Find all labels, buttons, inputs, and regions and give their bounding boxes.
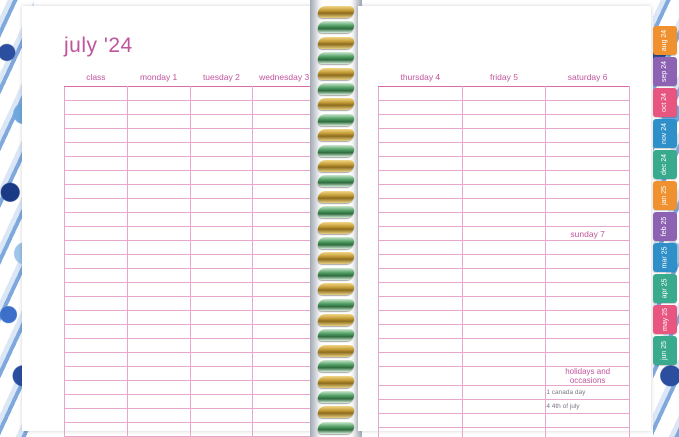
planner-cell[interactable] <box>65 339 128 353</box>
coil-ring <box>317 299 356 311</box>
planner-cell[interactable] <box>546 129 630 143</box>
planner-cell[interactable] <box>65 115 128 129</box>
planner-cell[interactable] <box>462 325 546 339</box>
table-row[interactable] <box>65 283 316 297</box>
planner-cell[interactable] <box>65 199 128 213</box>
planner-cell[interactable] <box>127 227 190 241</box>
column-header-left-3: wednesday 3 <box>259 72 310 82</box>
planner-cell[interactable] <box>127 115 190 129</box>
planner-cell[interactable] <box>127 339 190 353</box>
planner-cell[interactable] <box>462 199 546 213</box>
coil-ring <box>317 345 356 357</box>
coil-ring <box>317 6 356 18</box>
planner-cell[interactable] <box>253 129 316 143</box>
planner-cell[interactable] <box>546 428 630 437</box>
planner-cell[interactable] <box>190 101 253 115</box>
coil-ring <box>317 237 356 249</box>
table-row[interactable] <box>379 353 630 367</box>
table-row[interactable] <box>65 311 316 325</box>
planner-cell[interactable] <box>65 423 128 437</box>
planner-cell[interactable] <box>190 423 253 437</box>
coil-ring <box>317 175 356 187</box>
planner-cell[interactable] <box>462 115 546 129</box>
planner-cell[interactable] <box>253 157 316 171</box>
planner-cell[interactable] <box>253 101 316 115</box>
planner-cell[interactable] <box>65 381 128 395</box>
planner-cell[interactable] <box>127 325 190 339</box>
planner-cell[interactable] <box>253 367 316 381</box>
planner-cell[interactable] <box>127 409 190 423</box>
planner-cell[interactable] <box>379 115 463 129</box>
coil-ring <box>317 314 356 326</box>
coil-ring <box>317 206 356 218</box>
planner-cell[interactable] <box>379 101 463 115</box>
planner-cell[interactable] <box>253 255 316 269</box>
table-row[interactable] <box>65 409 316 423</box>
planner-cell[interactable] <box>127 283 190 297</box>
table-row[interactable] <box>65 269 316 283</box>
holiday-item: 1 canada day <box>546 386 630 400</box>
planner-cell[interactable] <box>546 311 630 325</box>
planner-cell[interactable] <box>65 213 128 227</box>
table-row[interactable] <box>379 241 630 255</box>
planner-cell[interactable] <box>379 157 463 171</box>
table-row[interactable] <box>65 339 316 353</box>
holiday-item: 4 4th of july <box>546 400 630 414</box>
table-row[interactable] <box>65 255 316 269</box>
coil-ring <box>317 191 356 203</box>
planner-cell[interactable] <box>546 353 630 367</box>
planner-cell[interactable] <box>379 171 463 185</box>
planner-cell[interactable] <box>190 157 253 171</box>
planner-cell[interactable] <box>379 143 463 157</box>
planner-cell[interactable] <box>65 185 128 199</box>
planner-cell[interactable] <box>379 269 463 283</box>
planner-cell[interactable] <box>127 381 190 395</box>
table-row[interactable] <box>65 115 316 129</box>
planner-cell[interactable] <box>65 129 128 143</box>
planner-cell[interactable] <box>379 311 463 325</box>
planner-cell[interactable] <box>127 213 190 227</box>
month-tab-jun-25[interactable] <box>653 336 677 365</box>
planner-cell[interactable] <box>127 185 190 199</box>
planner-cell[interactable] <box>127 367 190 381</box>
coil-ring <box>317 114 356 126</box>
coil-ring <box>317 422 356 434</box>
planner-cell[interactable] <box>65 269 128 283</box>
planner-cell[interactable] <box>253 423 316 437</box>
column-header-left-0: class <box>86 72 106 82</box>
planner-cell[interactable] <box>462 241 546 255</box>
planner-cell[interactable] <box>462 255 546 269</box>
planner-cell[interactable] <box>127 157 190 171</box>
planner-cell[interactable] <box>462 283 546 297</box>
table-row[interactable] <box>65 297 316 311</box>
coil-ring <box>317 129 356 141</box>
planner-cell[interactable] <box>65 283 128 297</box>
planner-cell[interactable] <box>379 213 463 227</box>
planner-cell[interactable] <box>462 353 546 367</box>
table-row[interactable] <box>379 428 630 437</box>
planner-cell[interactable] <box>462 414 546 428</box>
month-tab-apr-25[interactable] <box>653 274 677 303</box>
left-page <box>22 6 336 431</box>
month-tab-strip[interactable] <box>653 26 677 367</box>
planner-cell[interactable] <box>190 171 253 185</box>
table-row[interactable] <box>65 101 316 115</box>
table-row[interactable] <box>379 101 630 115</box>
table-row[interactable] <box>65 157 316 171</box>
table-row[interactable] <box>379 157 630 171</box>
planner-cell[interactable] <box>127 255 190 269</box>
table-row[interactable] <box>65 395 316 409</box>
planner-cell[interactable] <box>253 297 316 311</box>
month-tab-dec-24[interactable] <box>653 150 677 179</box>
planner-cell[interactable] <box>379 241 463 255</box>
spiral-binding <box>310 0 362 437</box>
month-tab-aug-24[interactable] <box>653 26 677 55</box>
planner-cell[interactable] <box>379 353 463 367</box>
planner-cell[interactable] <box>462 269 546 283</box>
planner-cell[interactable] <box>190 87 253 101</box>
month-tab-label: aug 24 <box>661 29 669 52</box>
planner-cell[interactable] <box>253 227 316 241</box>
table-row[interactable] <box>379 339 630 353</box>
planner-cell[interactable] <box>65 241 128 255</box>
planner-cell[interactable] <box>253 283 316 297</box>
coil-ring <box>317 145 356 157</box>
coil-ring <box>317 376 356 388</box>
planner-cell[interactable] <box>253 171 316 185</box>
table-row[interactable] <box>379 400 630 414</box>
coil-ring <box>317 252 356 264</box>
table-row[interactable] <box>379 283 630 297</box>
coil-ring <box>317 406 356 418</box>
table-row[interactable] <box>379 367 630 386</box>
planner-cell[interactable] <box>462 297 546 311</box>
month-tab-label: oct 24 <box>661 92 669 113</box>
planner-cell[interactable] <box>462 101 546 115</box>
weekly-grid-left[interactable] <box>64 62 316 437</box>
planner-cell[interactable] <box>379 185 463 199</box>
planner-cell[interactable] <box>190 115 253 129</box>
planner-cell[interactable] <box>462 143 546 157</box>
coil-ring <box>317 21 356 33</box>
table-row[interactable] <box>65 367 316 381</box>
table-row[interactable] <box>379 297 630 311</box>
planner-cell[interactable] <box>462 185 546 199</box>
planner-cell[interactable] <box>253 311 316 325</box>
coil-ring <box>317 283 356 295</box>
planner-cell[interactable] <box>379 87 463 101</box>
planner-cell[interactable] <box>253 381 316 395</box>
planner-cell[interactable] <box>190 269 253 283</box>
planner-cell[interactable] <box>65 255 128 269</box>
planner-cell[interactable] <box>546 255 630 269</box>
table-row[interactable] <box>379 386 630 400</box>
month-tab-label: sep 24 <box>661 60 669 83</box>
planner-cell[interactable] <box>546 171 630 185</box>
table-row[interactable] <box>379 129 630 143</box>
planner-cell[interactable] <box>190 199 253 213</box>
planner-cell[interactable] <box>127 129 190 143</box>
planner-cell[interactable] <box>253 143 316 157</box>
planner-cell[interactable] <box>65 171 128 185</box>
planner-cell[interactable] <box>190 339 253 353</box>
table-row[interactable] <box>65 87 316 101</box>
coil-ring <box>317 37 356 49</box>
planner-cell[interactable] <box>546 157 630 171</box>
planner-cell[interactable] <box>379 297 463 311</box>
planner-cell[interactable] <box>546 115 630 129</box>
planner-cell[interactable] <box>546 297 630 311</box>
planner-cell[interactable] <box>462 400 546 414</box>
planner-cell[interactable] <box>65 87 128 101</box>
table-row[interactable] <box>65 143 316 157</box>
planner-cell[interactable] <box>190 213 253 227</box>
planner-cell[interactable] <box>127 241 190 255</box>
planner-cell[interactable] <box>546 101 630 115</box>
planner-cell[interactable] <box>127 297 190 311</box>
planner-cell[interactable] <box>65 157 128 171</box>
planner-cell[interactable] <box>379 227 463 241</box>
column-header-right-1: friday 5 <box>490 72 518 82</box>
planner-cell[interactable] <box>546 87 630 101</box>
planner-cell[interactable] <box>127 395 190 409</box>
planner-cell[interactable] <box>190 297 253 311</box>
planner-cell[interactable] <box>253 199 316 213</box>
planner-cell[interactable] <box>65 409 128 423</box>
planner-cell[interactable] <box>546 185 630 199</box>
planner-cell[interactable] <box>127 269 190 283</box>
table-row[interactable] <box>379 199 630 213</box>
month-tab-label: may 25 <box>661 308 669 331</box>
month-tab-oct-24[interactable] <box>653 88 677 117</box>
weekly-grid-right[interactable] <box>378 62 630 437</box>
planner-cell[interactable] <box>253 213 316 227</box>
planner-cell[interactable] <box>190 185 253 199</box>
table-row[interactable] <box>379 227 630 241</box>
coil-ring <box>317 329 356 341</box>
planner-cell[interactable] <box>190 353 253 367</box>
table-row[interactable] <box>379 143 630 157</box>
table-row[interactable] <box>379 115 630 129</box>
planner-cell[interactable] <box>190 227 253 241</box>
planner-cell[interactable] <box>65 311 128 325</box>
planner-cell[interactable] <box>127 171 190 185</box>
planner-cell[interactable] <box>546 269 630 283</box>
month-tab-label: jan 25 <box>661 185 669 206</box>
month-tab-mar-25[interactable] <box>653 243 677 272</box>
planner-cell[interactable] <box>65 143 128 157</box>
grid-header-row <box>65 62 316 87</box>
planner-cell[interactable] <box>190 129 253 143</box>
coil-ring <box>317 360 356 372</box>
month-tab-label: jun 25 <box>661 340 669 361</box>
table-row[interactable] <box>65 199 316 213</box>
planner-cell[interactable] <box>462 227 546 241</box>
coil-ring <box>317 160 356 172</box>
table-row[interactable] <box>65 423 316 437</box>
planner-cell[interactable] <box>379 255 463 269</box>
planner-cell[interactable] <box>127 353 190 367</box>
planner-cell[interactable] <box>379 367 463 386</box>
planner-cell[interactable] <box>379 283 463 297</box>
planner-cell[interactable] <box>379 414 463 428</box>
month-tab-nov-24[interactable] <box>653 119 677 148</box>
planner-cell[interactable] <box>253 241 316 255</box>
month-tab-label: feb 25 <box>661 216 669 237</box>
table-row[interactable] <box>65 213 316 227</box>
planner-cell[interactable] <box>379 428 463 437</box>
planner-cell[interactable] <box>379 129 463 143</box>
table-row[interactable] <box>379 414 630 428</box>
table-row[interactable] <box>65 241 316 255</box>
table-row[interactable] <box>65 185 316 199</box>
planner-cell[interactable] <box>546 213 630 227</box>
table-row[interactable] <box>65 129 316 143</box>
planner-cell[interactable] <box>127 143 190 157</box>
coil-ring <box>317 52 356 64</box>
planner-cell[interactable] <box>462 171 546 185</box>
coil-ring <box>317 268 356 280</box>
planner-cell[interactable] <box>462 367 546 386</box>
table-row[interactable] <box>379 87 630 101</box>
grid-header-row <box>379 62 630 87</box>
table-row[interactable] <box>379 325 630 339</box>
coil-ring <box>317 391 356 403</box>
month-tab-label: mar 25 <box>661 246 669 269</box>
planner-cell[interactable] <box>379 325 463 339</box>
coil-ring <box>317 83 356 95</box>
planner-cell[interactable] <box>379 386 463 400</box>
planner-cell[interactable] <box>190 283 253 297</box>
planner-cell[interactable] <box>65 325 128 339</box>
planner-cell[interactable] <box>253 339 316 353</box>
planner-cell[interactable] <box>65 297 128 311</box>
planner-cell[interactable] <box>190 367 253 381</box>
planner-cell[interactable] <box>462 129 546 143</box>
planner-cell[interactable] <box>253 87 316 101</box>
holidays-label: holidays and occasions <box>546 367 630 386</box>
planner-cell[interactable] <box>462 311 546 325</box>
table-row[interactable] <box>65 381 316 395</box>
planner-cell[interactable] <box>190 395 253 409</box>
planner-cell[interactable] <box>462 339 546 353</box>
planner-cell[interactable] <box>253 395 316 409</box>
planner-cell[interactable] <box>379 199 463 213</box>
table-row[interactable] <box>379 269 630 283</box>
month-tab-label: dec 24 <box>661 153 669 176</box>
planner-cell[interactable] <box>253 353 316 367</box>
table-row[interactable] <box>65 353 316 367</box>
planner-cell[interactable] <box>462 386 546 400</box>
month-tab-label: nov 24 <box>661 122 669 145</box>
planner-cell[interactable] <box>190 143 253 157</box>
planner-cell[interactable] <box>546 241 630 255</box>
planner-cell[interactable] <box>379 339 463 353</box>
planner-cell[interactable] <box>65 227 128 241</box>
month-tab-label: apr 25 <box>661 278 669 299</box>
planner-cell[interactable] <box>253 115 316 129</box>
coil-ring <box>317 68 356 80</box>
planner-cell[interactable] <box>546 325 630 339</box>
table-row[interactable] <box>379 213 630 227</box>
planner-cell[interactable] <box>546 199 630 213</box>
right-page <box>358 6 651 431</box>
planner-cell[interactable] <box>127 423 190 437</box>
planner-cell[interactable] <box>65 367 128 381</box>
planner-cell[interactable] <box>253 409 316 423</box>
sunday-label: sunday 7 <box>546 227 630 241</box>
planner-cell[interactable] <box>127 311 190 325</box>
table-row[interactable] <box>379 185 630 199</box>
planner-cell[interactable] <box>190 409 253 423</box>
planner-cell[interactable] <box>190 241 253 255</box>
planner-cell[interactable] <box>462 428 546 437</box>
column-header-left-2: tuesday 2 <box>202 72 240 82</box>
planner-cell[interactable] <box>190 255 253 269</box>
month-tab-jan-25[interactable] <box>653 181 677 210</box>
table-row[interactable] <box>65 227 316 241</box>
month-tab-may-25[interactable] <box>653 305 677 334</box>
column-header-right-0: thursday 4 <box>400 72 441 82</box>
planner-cell[interactable] <box>546 339 630 353</box>
planner-cell[interactable] <box>65 101 128 115</box>
planner-cell[interactable] <box>546 143 630 157</box>
coil-ring <box>317 222 356 234</box>
planner-cell[interactable] <box>65 353 128 367</box>
planner-cell[interactable] <box>253 269 316 283</box>
planner-cell[interactable] <box>127 199 190 213</box>
table-row[interactable] <box>379 255 630 269</box>
planner-cell[interactable] <box>379 400 463 414</box>
planner-cell[interactable] <box>253 185 316 199</box>
planner-cell[interactable] <box>65 395 128 409</box>
planner-cell[interactable] <box>462 157 546 171</box>
planner-cell[interactable] <box>462 87 546 101</box>
table-row[interactable] <box>65 171 316 185</box>
planner-cell[interactable] <box>190 381 253 395</box>
coil-ring <box>317 98 356 110</box>
planner-cell[interactable] <box>190 325 253 339</box>
column-header-left-1: monday 1 <box>139 72 178 82</box>
planner-cell[interactable] <box>190 311 253 325</box>
table-row[interactable] <box>379 311 630 325</box>
month-tab-sep-24[interactable] <box>653 57 677 86</box>
planner-cell[interactable] <box>546 283 630 297</box>
planner-cell[interactable] <box>462 213 546 227</box>
planner-cell[interactable] <box>127 87 190 101</box>
table-row[interactable] <box>379 171 630 185</box>
column-header-right-2: saturday 6 <box>567 72 608 82</box>
table-row[interactable] <box>65 325 316 339</box>
month-tab-feb-25[interactable] <box>653 212 677 241</box>
planner-cell[interactable] <box>253 325 316 339</box>
page-title: july '24 <box>64 34 133 57</box>
planner-cell[interactable] <box>127 101 190 115</box>
planner-cell[interactable] <box>546 414 630 428</box>
